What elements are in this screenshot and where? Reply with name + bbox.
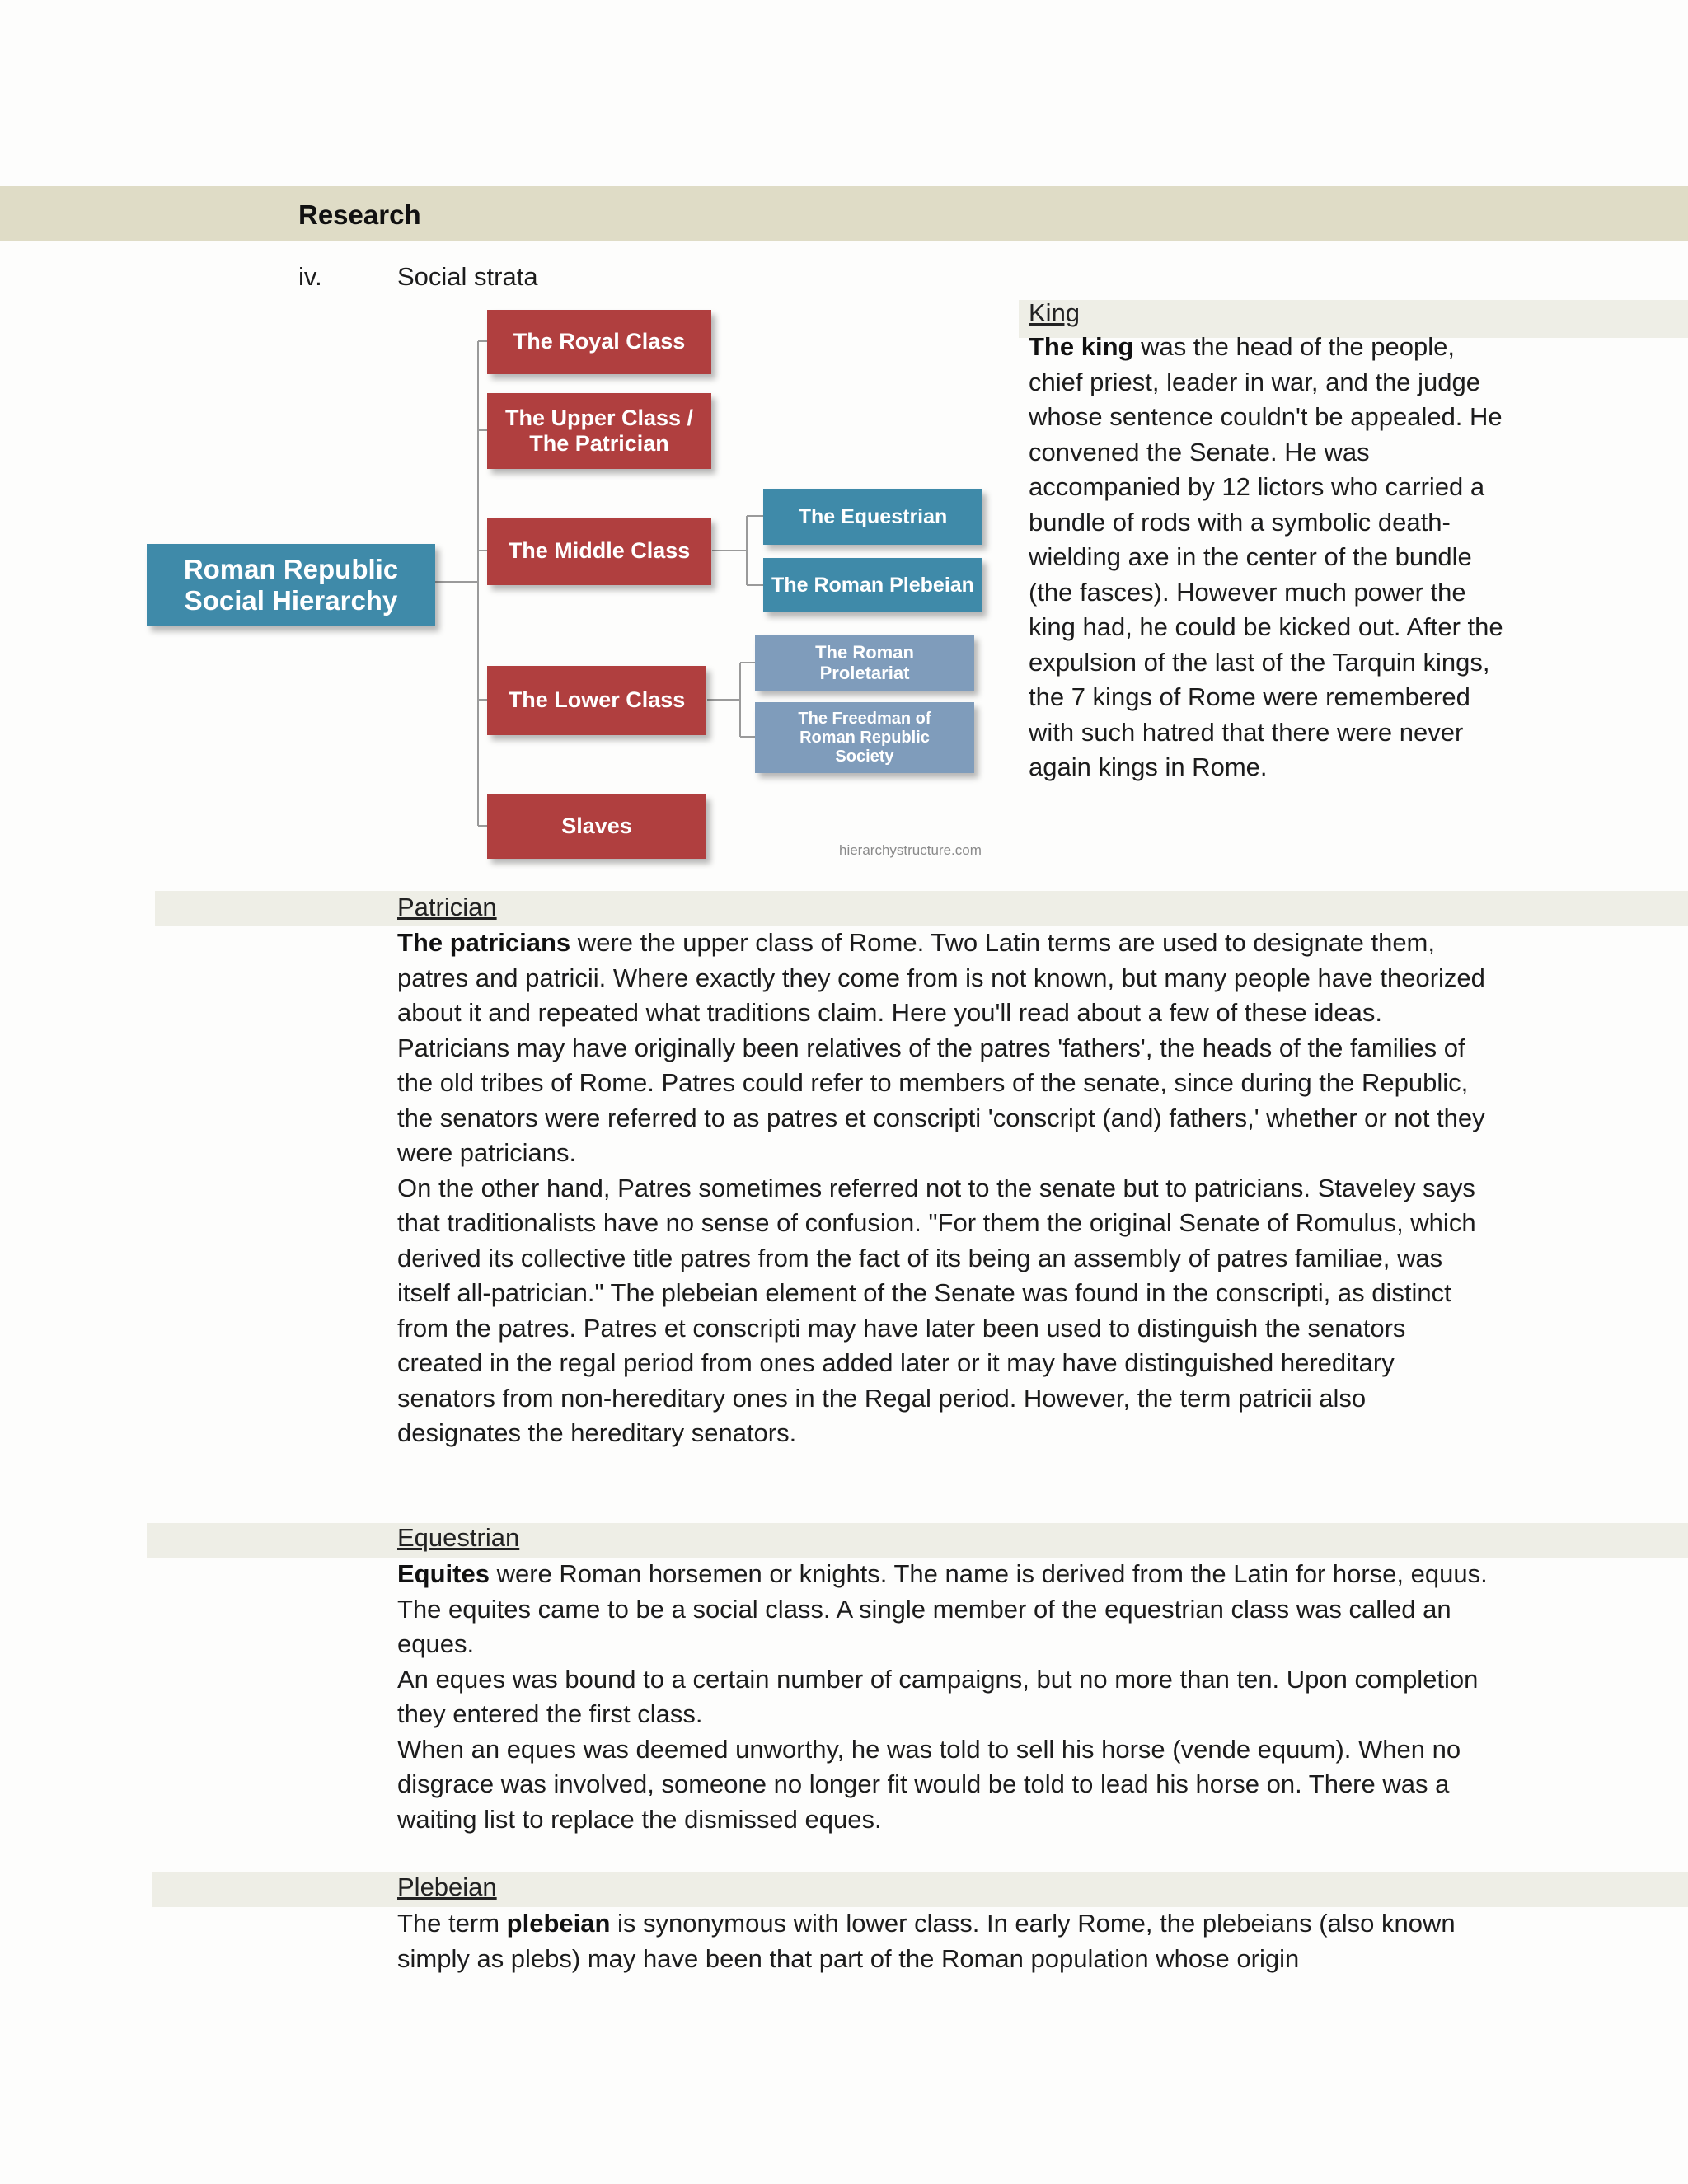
node-equestrian: The Equestrian — [763, 489, 982, 545]
node-freedman: The Freedman of Roman Republic Society — [755, 702, 974, 773]
node-royal-class: The Royal Class — [487, 310, 711, 374]
patrician-bold-term: The patricians — [397, 928, 571, 957]
patrician-paragraph-1 — [397, 926, 1493, 1031]
king-paragraph — [1029, 330, 1515, 785]
equestrian-paragraph-1 — [397, 1557, 1493, 1662]
king-bold-term: The king — [1029, 332, 1134, 361]
node-middle-class: The Middle Class — [487, 518, 711, 585]
plebeian-body — [397, 1906, 1477, 1976]
plebeian-text: is synonymous with lower class. In early Rome, the plebeians (also known simply as plebs) may have been that part of the Roman population whose origin — [397, 1909, 1456, 1973]
node-upper-class: The Upper Class / The Patrician — [487, 393, 711, 469]
plebeian-heading-band — [152, 1872, 1688, 1907]
diagram-credit: hierarchystructure.com — [839, 842, 982, 858]
plebeian-lead: The term — [397, 1909, 507, 1938]
patrician-body — [397, 926, 1493, 1451]
equestrian-paragraph-3: When an eques was deemed unworthy, he was told to sell his horse (vende equum). When no disgrace was involved, someone no longer fit would be told to lead his horse on. There was a waiting list to replace the dismissed eques. — [397, 1734, 1461, 1834]
node-slaves: Slaves — [487, 794, 706, 859]
equestrian-heading: Equestrian — [397, 1523, 520, 1552]
equestrian-heading-band — [147, 1523, 1688, 1558]
patrician-heading: Patrician — [397, 893, 497, 921]
subsection-title: Social strata — [397, 262, 538, 291]
plebeian-bold-term: plebeian — [506, 1909, 611, 1938]
king-text: was the head of the people, chief priest, leader in war, and the judge whose sentence couldn't be appealed. He convened the Senate. He was accompanied by 12 lictors who carried a bundle of rods with a symbolic death-wielding axe in the center of the bundle (the fasces). However much power the king had, he could be kicked out. After the expulsion of the last of the Tarquin kings, the 7 kings of Rome were remembered with such hatred that there were never again kings in Rome. — [1029, 332, 1503, 781]
patrician-paragraph-3: On the other hand, Patres sometimes referred not to the senate but to patricians. Staveley says that traditionalists have no sense of confusion. "For them the original Senate of Romulus, which derived its collective title patres from the fact of its being an assembly of patres familiae, was itself all-patrician." The plebeian element of the Senate was found in the conscripti, as distinct from the patres. Patres et conscripti may have later been used to distinguish the senators created in the regal period from ones added later or it may have distinguished hereditary senators from non-hereditary ones in the Regal period. However, the term patricii also designates the hereditary senators. — [397, 1173, 1476, 1447]
patrician-text-1: were the upper class of Rome. Two Latin terms are used to designate them, patres and patricii. Where exactly they come from is not known, but many people have theorized about it and repeated what traditions claim. Here you'll read about a few of these ideas. — [397, 928, 1485, 1027]
node-lower-class: The Lower Class — [487, 666, 706, 735]
equestrian-body — [397, 1557, 1493, 1837]
equestrian-bold-term: Equites — [397, 1559, 490, 1588]
patrician-paragraph-2: Patricians may have originally been relatives of the patres 'fathers', the heads of the families of the old tribes of Rome. Patres could refer to members of the senate, since during the Republic, the senators were referred to as patres et conscripti 'conscript (and) fathers,' whether or not they were patricians. — [397, 1033, 1485, 1167]
node-roman-plebeian: The Roman Plebeian — [763, 558, 982, 612]
patrician-heading-band — [155, 891, 1688, 926]
node-roman-proletariat: The Roman Proletariat — [755, 635, 974, 691]
equestrian-text-1: were Roman horsemen or knights. The name is derived from the Latin for horse, equus. The equites came to be a social class. A single member of the equestrian class was called an eques. — [397, 1559, 1488, 1658]
hierarchy-diagram — [145, 300, 1007, 877]
equestrian-paragraph-2: An eques was bound to a certain number of campaigns, but no more than ten. Upon completion they entered the first class. — [397, 1664, 1479, 1728]
header-band — [0, 186, 1688, 241]
king-heading: King — [1029, 298, 1081, 327]
plebeian-heading: Plebeian — [397, 1872, 497, 1901]
subsection-number: iv. — [298, 262, 322, 291]
page-title: Research — [298, 199, 421, 230]
node-root: Roman Republic Social Hierarchy — [147, 544, 435, 626]
